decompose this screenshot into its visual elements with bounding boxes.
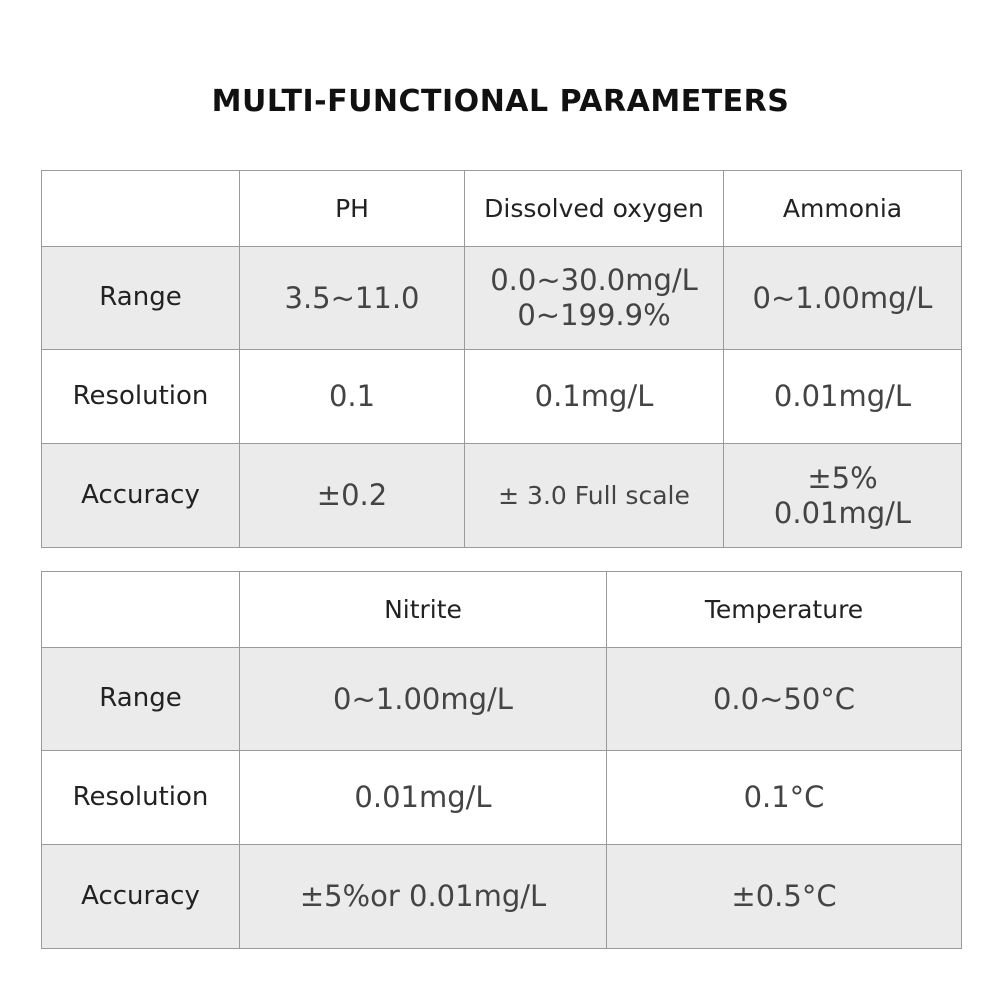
table-header-row	[42, 572, 962, 648]
table-row-resolution	[42, 350, 962, 444]
cell-nitrite-range	[240, 648, 607, 751]
cell-nitrite-resolution	[240, 751, 607, 845]
cell-line: 0.1	[328, 379, 376, 414]
cell-line: 3.5~11.0	[284, 280, 420, 315]
row-label-range: Range	[42, 247, 240, 350]
parameters-table-1	[41, 170, 962, 548]
cell-line: ± 3.0 Full scale	[498, 480, 690, 510]
cell-temperature-accuracy	[607, 845, 962, 949]
cell-line: 0.01mg/L	[773, 495, 912, 530]
page-title: MULTI-FUNCTIONAL PARAMETERS	[211, 84, 790, 119]
column-header-nitrite: Nitrite	[240, 572, 607, 648]
column-header-dissolved-oxygen: Dissolved oxygen	[465, 171, 724, 247]
table-row-accuracy	[42, 444, 962, 548]
cell-ph-resolution	[240, 350, 465, 444]
cell-line: ±0.5°C	[731, 879, 837, 914]
cell-nitrite-accuracy	[240, 845, 607, 949]
cell-line: 0~1.00mg/L	[752, 280, 933, 315]
cell-line: 0~199.9%	[517, 298, 671, 332]
table-row-range	[42, 648, 962, 751]
table-row-accuracy	[42, 845, 962, 949]
parameters-table-2	[41, 571, 962, 949]
corner-cell	[42, 572, 240, 648]
cell-dissolved-oxygen-accuracy	[465, 444, 724, 548]
row-label-range: Range	[42, 648, 240, 751]
cell-dissolved-oxygen-range	[465, 247, 724, 350]
cell-line: 0.1mg/L	[534, 379, 654, 414]
corner-cell	[42, 171, 240, 247]
column-header-ammonia: Ammonia	[724, 171, 962, 247]
cell-dissolved-oxygen-resolution	[465, 350, 724, 444]
cell-ammonia-range	[724, 247, 962, 350]
column-header-temperature: Temperature	[607, 572, 962, 648]
row-label-resolution: Resolution	[42, 751, 240, 845]
cell-line: 0.0~50°C	[712, 681, 856, 716]
cell-line: 0.1°C	[743, 780, 825, 815]
cell-ammonia-accuracy	[724, 444, 962, 548]
cell-line: ±5%	[807, 460, 878, 495]
table-row-resolution	[42, 751, 962, 845]
cell-line: 0.0~30.0mg/L	[490, 263, 698, 298]
table-row-range	[42, 247, 962, 350]
cell-line: ±5%or 0.01mg/L	[299, 879, 547, 914]
cell-ph-range	[240, 247, 465, 350]
cell-line: 0.01mg/L	[773, 379, 912, 414]
cell-line: ±0.2	[316, 478, 388, 513]
cell-ammonia-resolution	[724, 350, 962, 444]
row-label-accuracy: Accuracy	[42, 444, 240, 548]
column-header-ph: PH	[240, 171, 465, 247]
cell-ph-accuracy	[240, 444, 465, 548]
cell-line: 0.01mg/L	[354, 780, 492, 815]
cell-temperature-resolution	[607, 751, 962, 845]
cell-line: 0~1.00mg/L	[333, 681, 513, 716]
cell-temperature-range	[607, 648, 962, 751]
row-label-accuracy: Accuracy	[42, 845, 240, 949]
table-header-row	[42, 171, 962, 247]
row-label-resolution: Resolution	[42, 350, 240, 444]
